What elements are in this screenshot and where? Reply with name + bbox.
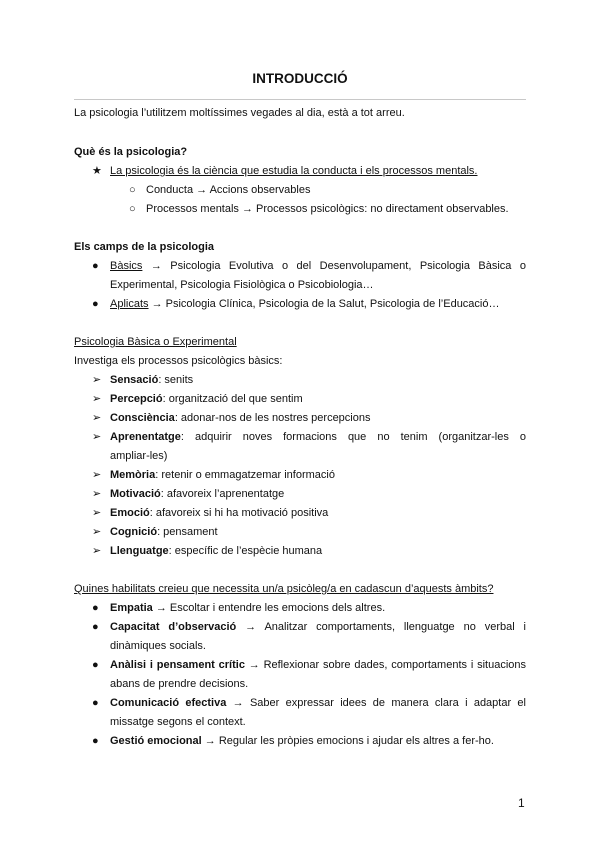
section-heading-basic: Psicologia Bàsica o Experimental [74,336,237,348]
intro-paragraph: La psicologia l’utilitzem moltíssimes vegades al dia, està a tot arreu. [74,107,405,119]
skill-item: Anàlisi i pensament crític → Reflexionar sobre dades, comportaments i situacions [110,659,526,671]
field-label-basics: Bàsics [110,260,143,272]
dot-bullet-icon: ● [92,298,99,310]
process-item: Sensació: senits [110,374,194,386]
section-heading-skills: Quines habilitats creieu que necessita un/a psicòleg/a en cadascun d’aquests àmbits? [74,583,494,595]
sub-item-processos: Processos mentals → Processos psicològics: no directament observables. [146,203,509,215]
field-item-basics-cont: Experimental, Psicologia Fisiològica o Psicobiologia… [110,279,374,291]
arrow-bullet-icon: ➢ [92,374,102,386]
circle-bullet-icon: ○ [129,184,136,196]
arrow-bullet-icon: ➢ [92,488,102,500]
dot-bullet-icon: ● [92,260,99,272]
circle-bullet-icon: ○ [129,203,136,215]
section-heading-what: Què és la psicologia? [74,146,188,158]
process-item: Emoció: afavoreix si hi ha motivació positiva [110,507,329,519]
process-item: Cognició: pensament [110,526,218,538]
arrow-bullet-icon: ➢ [92,469,102,481]
sub-item-conducta: Conducta → Accions observables [146,184,311,196]
process-item: Consciència: adonar-nos de les nostres percepcions [110,412,371,424]
field-item-applied: Aplicats → Psicologia Clínica, Psicologia de la Salut, Psicologia de l’Educació… [110,298,500,310]
skill-item-cont: abans de prendre decisions. [110,678,249,690]
dot-bullet-icon: ● [92,602,99,614]
section-heading-fields: Els camps de la psicologia [74,241,214,253]
arrow-bullet-icon: ➢ [92,545,102,557]
skill-item: Comunicació efectiva → Saber expressar idees de manera clara i adaptar el [110,697,526,709]
dot-bullet-icon: ● [92,697,99,709]
basic-subheading: Investiga els processos psicològics bàsics: [74,355,283,367]
definition-text: La psicologia és la ciència que estudia la conducta i els processos mentals. [110,165,478,177]
skill-item: Empatia → Escoltar i entendre les emocions dels altres. [110,602,386,614]
dot-bullet-icon: ● [92,735,99,747]
page-number: 1 [518,796,525,810]
arrow-bullet-icon: ➢ [92,431,102,443]
process-item: Memòria: retenir o emmagatzemar informació [110,469,335,481]
title-divider [74,99,526,100]
field-item-basics: Bàsics → Psicologia Evolutiva o del Desenvolupament, Psicologia Bàsica o [110,260,526,272]
dot-bullet-icon: ● [92,659,99,671]
skill-item: Capacitat d’observació → Analitzar comportaments, llenguatge no verbal i [110,621,526,633]
process-item: Percepció: organització del que sentim [110,393,303,405]
process-item: Llenguatge: específic de l’espècie humana [110,545,323,557]
arrow-bullet-icon: ➢ [92,507,102,519]
arrow-bullet-icon: ➢ [92,412,102,424]
process-item: Aprenentatge: adquirir noves formacions que no tenim (organitzar-les o [110,431,526,443]
skill-item-cont: missatge segons el context. [110,716,246,728]
arrow-bullet-icon: ➢ [92,526,102,538]
dot-bullet-icon: ● [92,621,99,633]
skill-item: Gestió emocional → Regular les pròpies emocions i ajudar els altres a fer-ho. [110,735,494,747]
skill-item-cont: dinàmiques socials. [110,640,206,652]
page-title: INTRODUCCIÓ [252,71,348,86]
process-item-cont: ampliar-les) [110,450,168,462]
arrow-bullet-icon: ➢ [92,393,102,405]
process-item: Motivació: afavoreix l’aprenentatge [110,488,285,500]
star-bullet-icon: ★ [92,165,102,177]
field-label-applied: Aplicats [110,298,149,310]
